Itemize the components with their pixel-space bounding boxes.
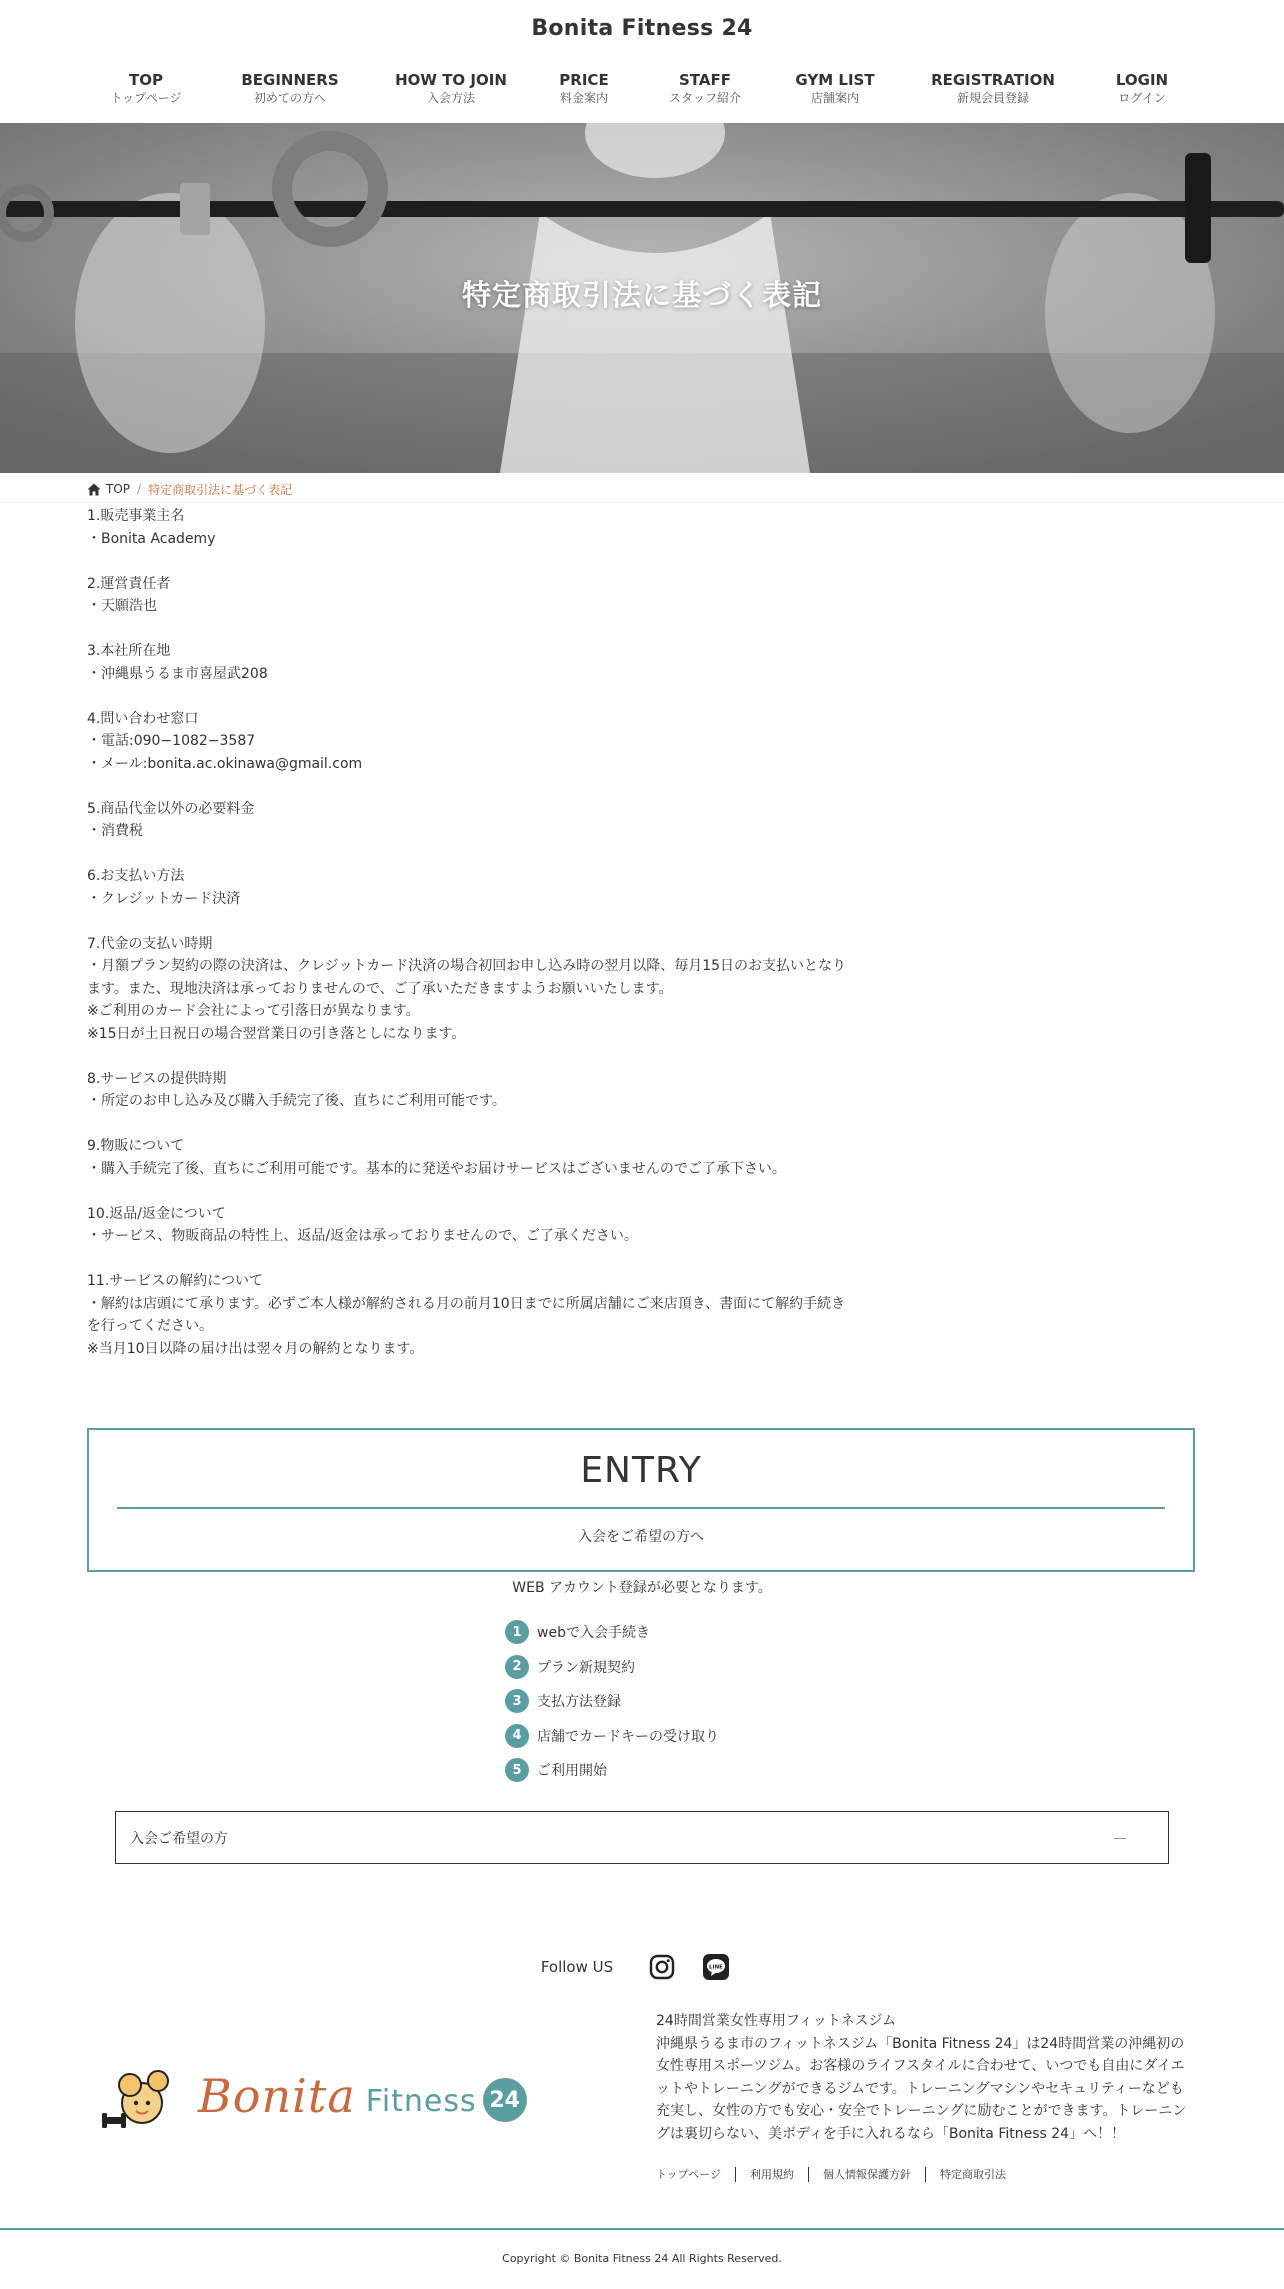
legal-line: ・電話:090−1082−3587 [87,733,256,749]
step-label: 支払方法登録 [537,1694,621,1710]
line-icon[interactable] [702,1953,730,1981]
legal-section [87,573,847,618]
nav-item-en: PRICE [559,71,609,89]
nav-item-en: REGISTRATION [931,71,1055,89]
brand-logo[interactable] [100,2055,530,2145]
svg-text:LINE: LINE [709,1964,724,1971]
legal-line: ・Bonita Academy [87,530,216,547]
step-label: 店舗でカードキーの受け取り [537,1728,719,1745]
breadcrumb-home[interactable] [87,482,130,496]
breadcrumb-separator: / [137,482,142,496]
legal-section [87,1203,847,1248]
copyright: Copyright © Bonita Fitness 24 All Rights Reserved. [502,2252,782,2265]
legal-line: ・沖縄県うるま市喜屋武208 [87,665,268,682]
footer-link-divider [925,2167,926,2182]
nav-item-ja: 入会方法 [426,91,475,105]
legal-section [87,933,847,1046]
legal-heading: 4.問い合わせ窓口 [87,710,199,727]
nav-item-ja: 新規会員登録 [956,91,1029,105]
footer-links [656,2166,1006,2182]
nav-item-staff[interactable] [669,70,741,106]
step-number: 2 [505,1655,529,1679]
footer-link-divider [808,2167,809,2182]
nav-item-ja: 店舗案内 [810,91,860,105]
accordion-label: 入会ご希望の方 [130,1831,228,1847]
nav-item-ja: 料金案内 [559,91,609,105]
footer-description [656,2010,1196,2145]
legal-heading: 2.運営責任者 [87,575,171,592]
entry-divider [117,1507,1165,1509]
step-label: ご利用開始 [537,1763,607,1779]
follow-label: Follow US [540,1958,614,1976]
legal-line: ※ご利用のカード会社によって引落日が異なります。 [87,1003,420,1019]
legal-section [87,798,847,843]
legal-heading: 5.商品代金以外の必要料金 [87,800,255,817]
instagram-icon[interactable] [648,1953,676,1981]
footer-heading: 24時間営業女性専用フィットネスジム [656,2013,896,2029]
join-accordion[interactable] [115,1811,1169,1864]
legal-section [87,640,847,685]
legal-line: ・消費税 [87,823,143,839]
step-item [505,1619,719,1645]
step-item [505,1654,719,1680]
nav-item-login[interactable] [1116,70,1168,106]
nav-item-registration[interactable] [931,70,1055,106]
step-item [505,1757,719,1783]
legal-line: ※当月10日以降の届け出は翌々月の解約となります。 [87,1340,424,1357]
footer-link-top[interactable]: トップページ [656,2168,722,2181]
legal-line: ・月額プラン契約の際の決済は、クレジットカード決済の場合初回お申し込み時の翌月以降、毎月15日のお支払いとなります。また、現地決済は承っておりませんので、ご了承いただきますようお願いいたします。 [87,958,847,997]
legal-heading: 10.返品/返金について [87,1205,226,1222]
collapse-icon[interactable] [1114,1838,1126,1839]
footer-body: 沖縄県うるま市のフィットネスジム「Bonita Fitness 24」は24時間営業の沖縄初の女性専用スポーツジム。お客様のライフスタイルに合わせて、いつでも自由にダイエットやトレーニングができるジムです。トレーニングマシンやセキュリティーなども充実し、女性の方でも安心・安全でトレーニングに励むことができます。トレーニングは裏切らない、美ボディを手に入れるなら「Bonita Fitness 24」へ！！ [656,2035,1187,2142]
hero-banner [0,123,1284,473]
home-icon [87,483,101,496]
legal-line: ・所定のお申し込み及び購入手続完了後、直ちにご利用可能です。 [87,1093,506,1109]
site-title[interactable]: Bonita Fitness 24 [531,16,753,41]
legal-section [87,1135,847,1180]
step-item [505,1688,719,1714]
legal-section [87,708,847,776]
logo-wordmark [198,2069,527,2123]
entry-note: WEB アカウント登録が必要となります。 [512,1580,772,1596]
entry-box [87,1428,1195,1572]
legal-section [87,865,847,910]
entry-title: ENTRY [580,1450,702,1491]
step-number: 4 [505,1724,529,1748]
nav-item-ja: 初めての方へ [253,91,326,105]
legal-heading: 9.物販について [87,1138,185,1154]
legal-line: ・天願浩也 [87,598,157,614]
logo-text-main: Bonita [198,2069,356,2123]
legal-line: ※15日が土日祝日の場合翌営業日の引き落としになります。 [87,1025,466,1042]
legal-heading: 7.代金の支払い時期 [87,935,213,952]
nav-item-gym-list[interactable] [795,70,874,106]
footer-divider [0,2228,1284,2230]
step-item [505,1723,719,1749]
legal-heading: 6.お支払い方法 [87,868,185,884]
footer-link-privacy[interactable]: 個人情報保護方針 [823,2168,912,2181]
step-label: webで入会手続き [537,1625,650,1641]
nav-item-price[interactable] [559,70,608,106]
nav-item-how-to-join[interactable] [395,70,507,106]
logo-text-sub: Fitness [365,2083,477,2119]
legal-heading: 1.販売事業主名 [87,508,185,524]
nav-item-top[interactable] [111,70,182,106]
legal-section [87,1270,847,1360]
breadcrumb [87,480,292,498]
nav-item-en: TOP [129,71,163,89]
nav-item-ja: ログイン [1118,91,1166,105]
footer-link-terms[interactable]: 利用規約 [750,2168,795,2181]
mascot-icon [102,2071,168,2128]
step-number: 5 [505,1758,529,1782]
follow-us [0,1952,1284,1982]
nav-item-ja: スタッフ紹介 [668,91,742,105]
nav-item-en: GYM LIST [795,71,875,89]
footer-link-divider [735,2167,736,2182]
legal-heading: 8.サービスの提供時期 [87,1070,227,1087]
legal-section [87,505,847,550]
nav-item-beginners[interactable] [241,70,338,106]
legal-section [87,1068,847,1113]
legal-line: ・クレジットカード決済 [87,890,241,907]
logo-badge: 24 [483,2078,527,2122]
legal-line: ・購入手続完了後、直ちにご利用可能です。基本的に発送やお届けサービスはございませんのでご了承下さい。 [87,1160,786,1177]
legal-heading: 11.サービスの解約について [87,1273,263,1289]
hero-title: 特定商取引法に基づく表記 [461,278,822,312]
footer-link-legal[interactable]: 特定商取引法 [940,2168,1007,2181]
entry-subtitle: 入会をご希望の方へ [578,1529,704,1545]
global-nav [0,70,1284,122]
legal-line: ・解約は店頭にて承ります。必ずご本人様が解約される月の前月10日までに所属店舗にご来店頂き、書面にて解約手続きを行ってください。 [87,1295,846,1334]
breadcrumb-divider [0,502,1284,503]
nav-item-en: LOGIN [1115,71,1169,89]
legal-notice [87,505,847,1383]
step-number: 3 [505,1689,529,1713]
nav-item-en: HOW TO JOIN [395,71,507,89]
legal-line: ・サービス、物販商品の特性上、返品/返金は承っておりませんので、ご了承ください。 [87,1228,638,1244]
legal-line: ・メール:bonita.ac.okinawa@gmail.com [87,755,363,772]
nav-item-en: STAFF [679,71,731,89]
nav-item-ja: トップページ [110,91,182,105]
nav-item-en: BEGINNERS [241,71,339,89]
step-number: 1 [505,1620,529,1644]
breadcrumb-current: 特定商取引法に基づく表記 [148,482,293,497]
entry-steps [505,1619,719,1792]
legal-heading: 3.本社所在地 [87,643,171,659]
breadcrumb-home-label: TOP [106,482,131,496]
step-label: プラン新規契約 [537,1659,635,1676]
